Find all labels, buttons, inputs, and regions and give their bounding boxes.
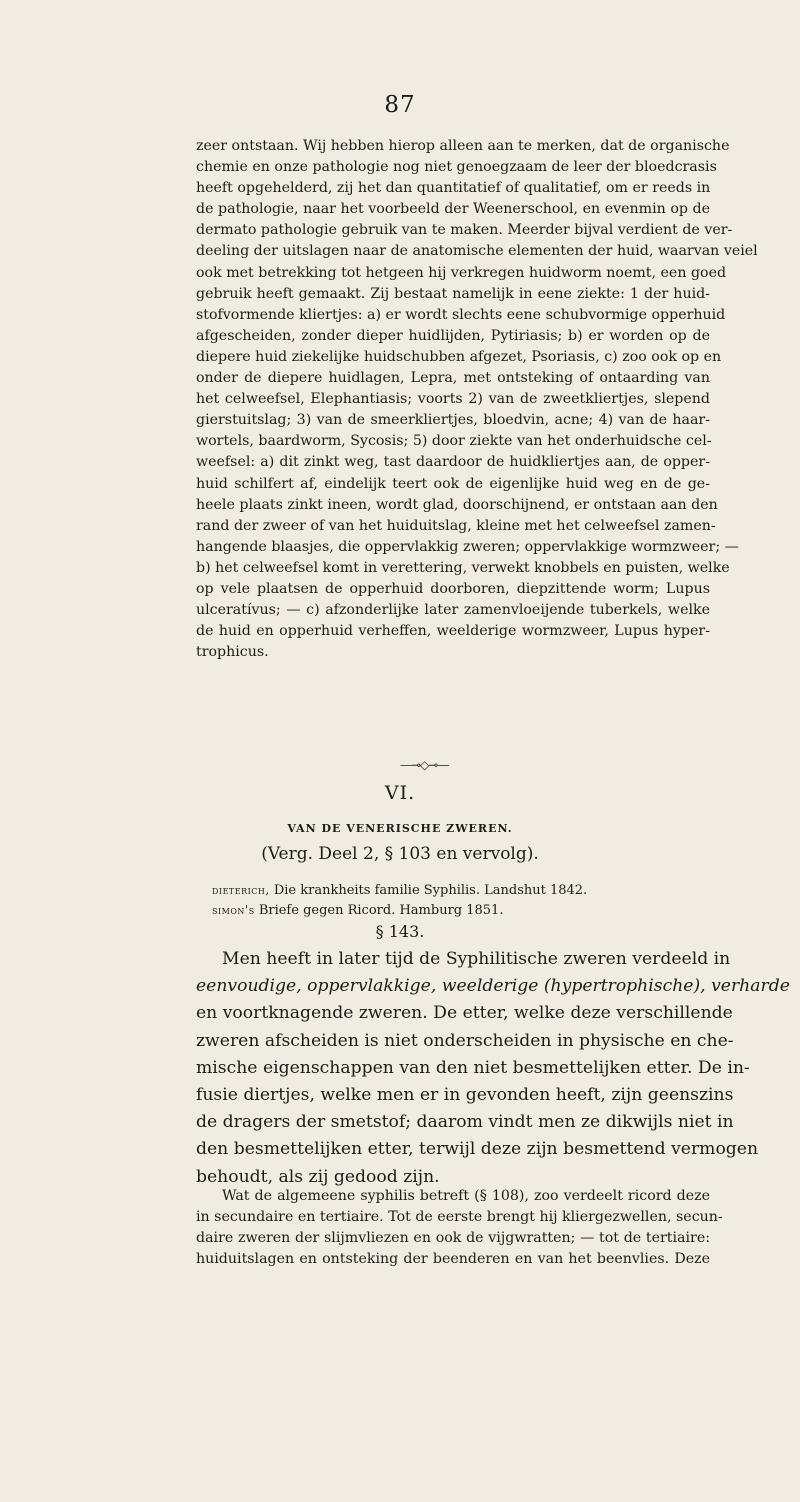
text-line: chemie en onze pathologie nog niet genoegzaam de leer der bloedcrasis [196,159,717,176]
section-number: VI. [384,782,416,804]
bibliography-text: Briefe gegen Ricord. Hamburg 1851. [258,903,504,918]
text-line: ook met betrekking tot hetgeen hij verkregen huidworm noemt, een goed [196,264,727,281]
section-ornament: —⊸◇⊸— [400,758,449,772]
section-title: VAN DE VENERISCHE ZWEREN. [287,822,513,835]
text-line: gierstuitslag; 3) van de smeerkliertjes, bloedvin, acne; 4) van de haar- [196,412,710,429]
text-line: en voortknagende zweren. De etter, welke deze verschillende [196,1003,733,1024]
text-line: het celweefsel, Elephantiasis; voorts 2) van de zweetkliertjes, slepend [196,391,710,408]
text-line: de pathologie, naar het voorbeeld der Weenerschool, en evenmin op de [196,201,710,218]
text-line: de dragers der smetstof; daarom vindt men ze dikwijls niet in [196,1112,734,1133]
section-reference: (Verg. Deel 2, § 103 en vervolg). [261,844,539,864]
bibliography-entry [212,880,712,901]
text-line: trophicus. [196,644,269,661]
paragraph-number: § 143. [375,922,425,941]
text-line: Wat de algemeene syphilis betreft (§ 108), zoo verdeelt ricord deze [222,1188,710,1204]
text-line: gebruik heeft gemaakt. Zij bestaat namelijk in eene ziekte: 1 der huid- [196,285,710,302]
text-line: in secundaire en tertiaire. Tot de eerste brengt hij kliergezwellen, secun- [196,1209,723,1225]
text-line: dermato pathologie gebruik van te maken. Meerder bijval verdient de ver- [196,222,733,239]
text-line: zweren afscheiden is niet onderscheiden in physische en che- [196,1030,734,1051]
text-line: daire zweren der slijmvliezen en ook de vijgwratten; — tot de tertiaire: [196,1230,710,1246]
text-line: ulceratívus; — c) afzonderlijke later zamenvloeijende tuberkels, welke [196,602,710,619]
last-paragraph [196,1186,723,1270]
text-line: huiduitslagen en ontsteking der beenderen en van het beenvlies. Deze [196,1251,710,1267]
text-line: zeer ontstaan. Wij hebben hierop alleen aan te merken, dat de organische [196,138,730,154]
text-line: rand der zweer of van het huiduitslag, kleine met het celweefsel zamen- [196,517,716,534]
top-paragraph [196,136,758,663]
text-line: heeft opgehelderd, zij het dan quantitatief of qualitatief, om er reeds in [196,180,711,197]
text-line: onder de diepere huidlagen, Lepra, met ontsteking of ontaarding van [196,370,710,387]
text-line: wortels, baardworm, Sycosis; 5) door ziekte van het onderhuidsche cel- [196,433,712,450]
text-line: den besmettelijken etter, terwijl deze zijn besmettend vermogen [196,1139,759,1160]
text-line: stofvormende kliertjes: a) er wordt slechts eene schubvormige opperhuid [196,306,726,323]
text-line: weefsel: a) dit zinkt weg, tast daardoor de huidkliertjes aan, de opper- [196,454,710,471]
text-line: heele plaats zinkt ineen, wordt glad, doorschijnend, er ontstaan aan den [196,496,718,513]
bibliography-entry [212,900,712,921]
text-line: eenvoudige, oppervlakkige, weelderige (hypertrophische), verharde [196,976,790,997]
text-line: afgescheiden, zonder dieper huidlijden, Pytiriasis; b) er worden op de [196,327,710,344]
bibliography-text: Die krankheits familie Syphilis. Landshut 1842. [273,883,588,898]
text-line: behoudt, als zij gedood zijn. [196,1166,440,1187]
text-line: op vele plaatsen de opperhuid doorboren, diepzittende worm; Lupus [196,580,710,597]
text-line: Men heeft in later tijd de Syphilitische zweren verdeeld in [222,949,731,969]
bibliography-author: dieterich, [212,883,270,897]
text-line: de huid en opperhuid verheffen, weelderige wormzweer, Lupus hyper- [196,623,710,640]
text-line: diepere huid ziekelijke huidschubben afgezet, Psoriasis, c) zoo ook op en [196,348,722,365]
text-line: deeling der uitslagen naar de anatomische elementen der huid, waarvan veiel [196,243,758,260]
text-line: huid schilfert af, eindelijk teert ook de eigenlijke huid weg en de ge- [196,475,710,492]
bibliography-author: simon's [212,903,255,917]
text-line: b) het celweefsel komt in verettering, verwekt knobbels en puisten, welke [196,559,730,576]
main-paragraph [196,946,790,1191]
text-line: fusie diertjes, welke men er in gevonden heeft, zijn geenszins [196,1085,734,1106]
text-line: hangende blaasjes, die oppervlakkig zweren; oppervlakkige wormzweer; — [196,538,739,555]
text-line: mische eigenschappen van den niet besmettelijken etter. De in- [196,1057,750,1078]
page-number: 87 [384,92,416,118]
